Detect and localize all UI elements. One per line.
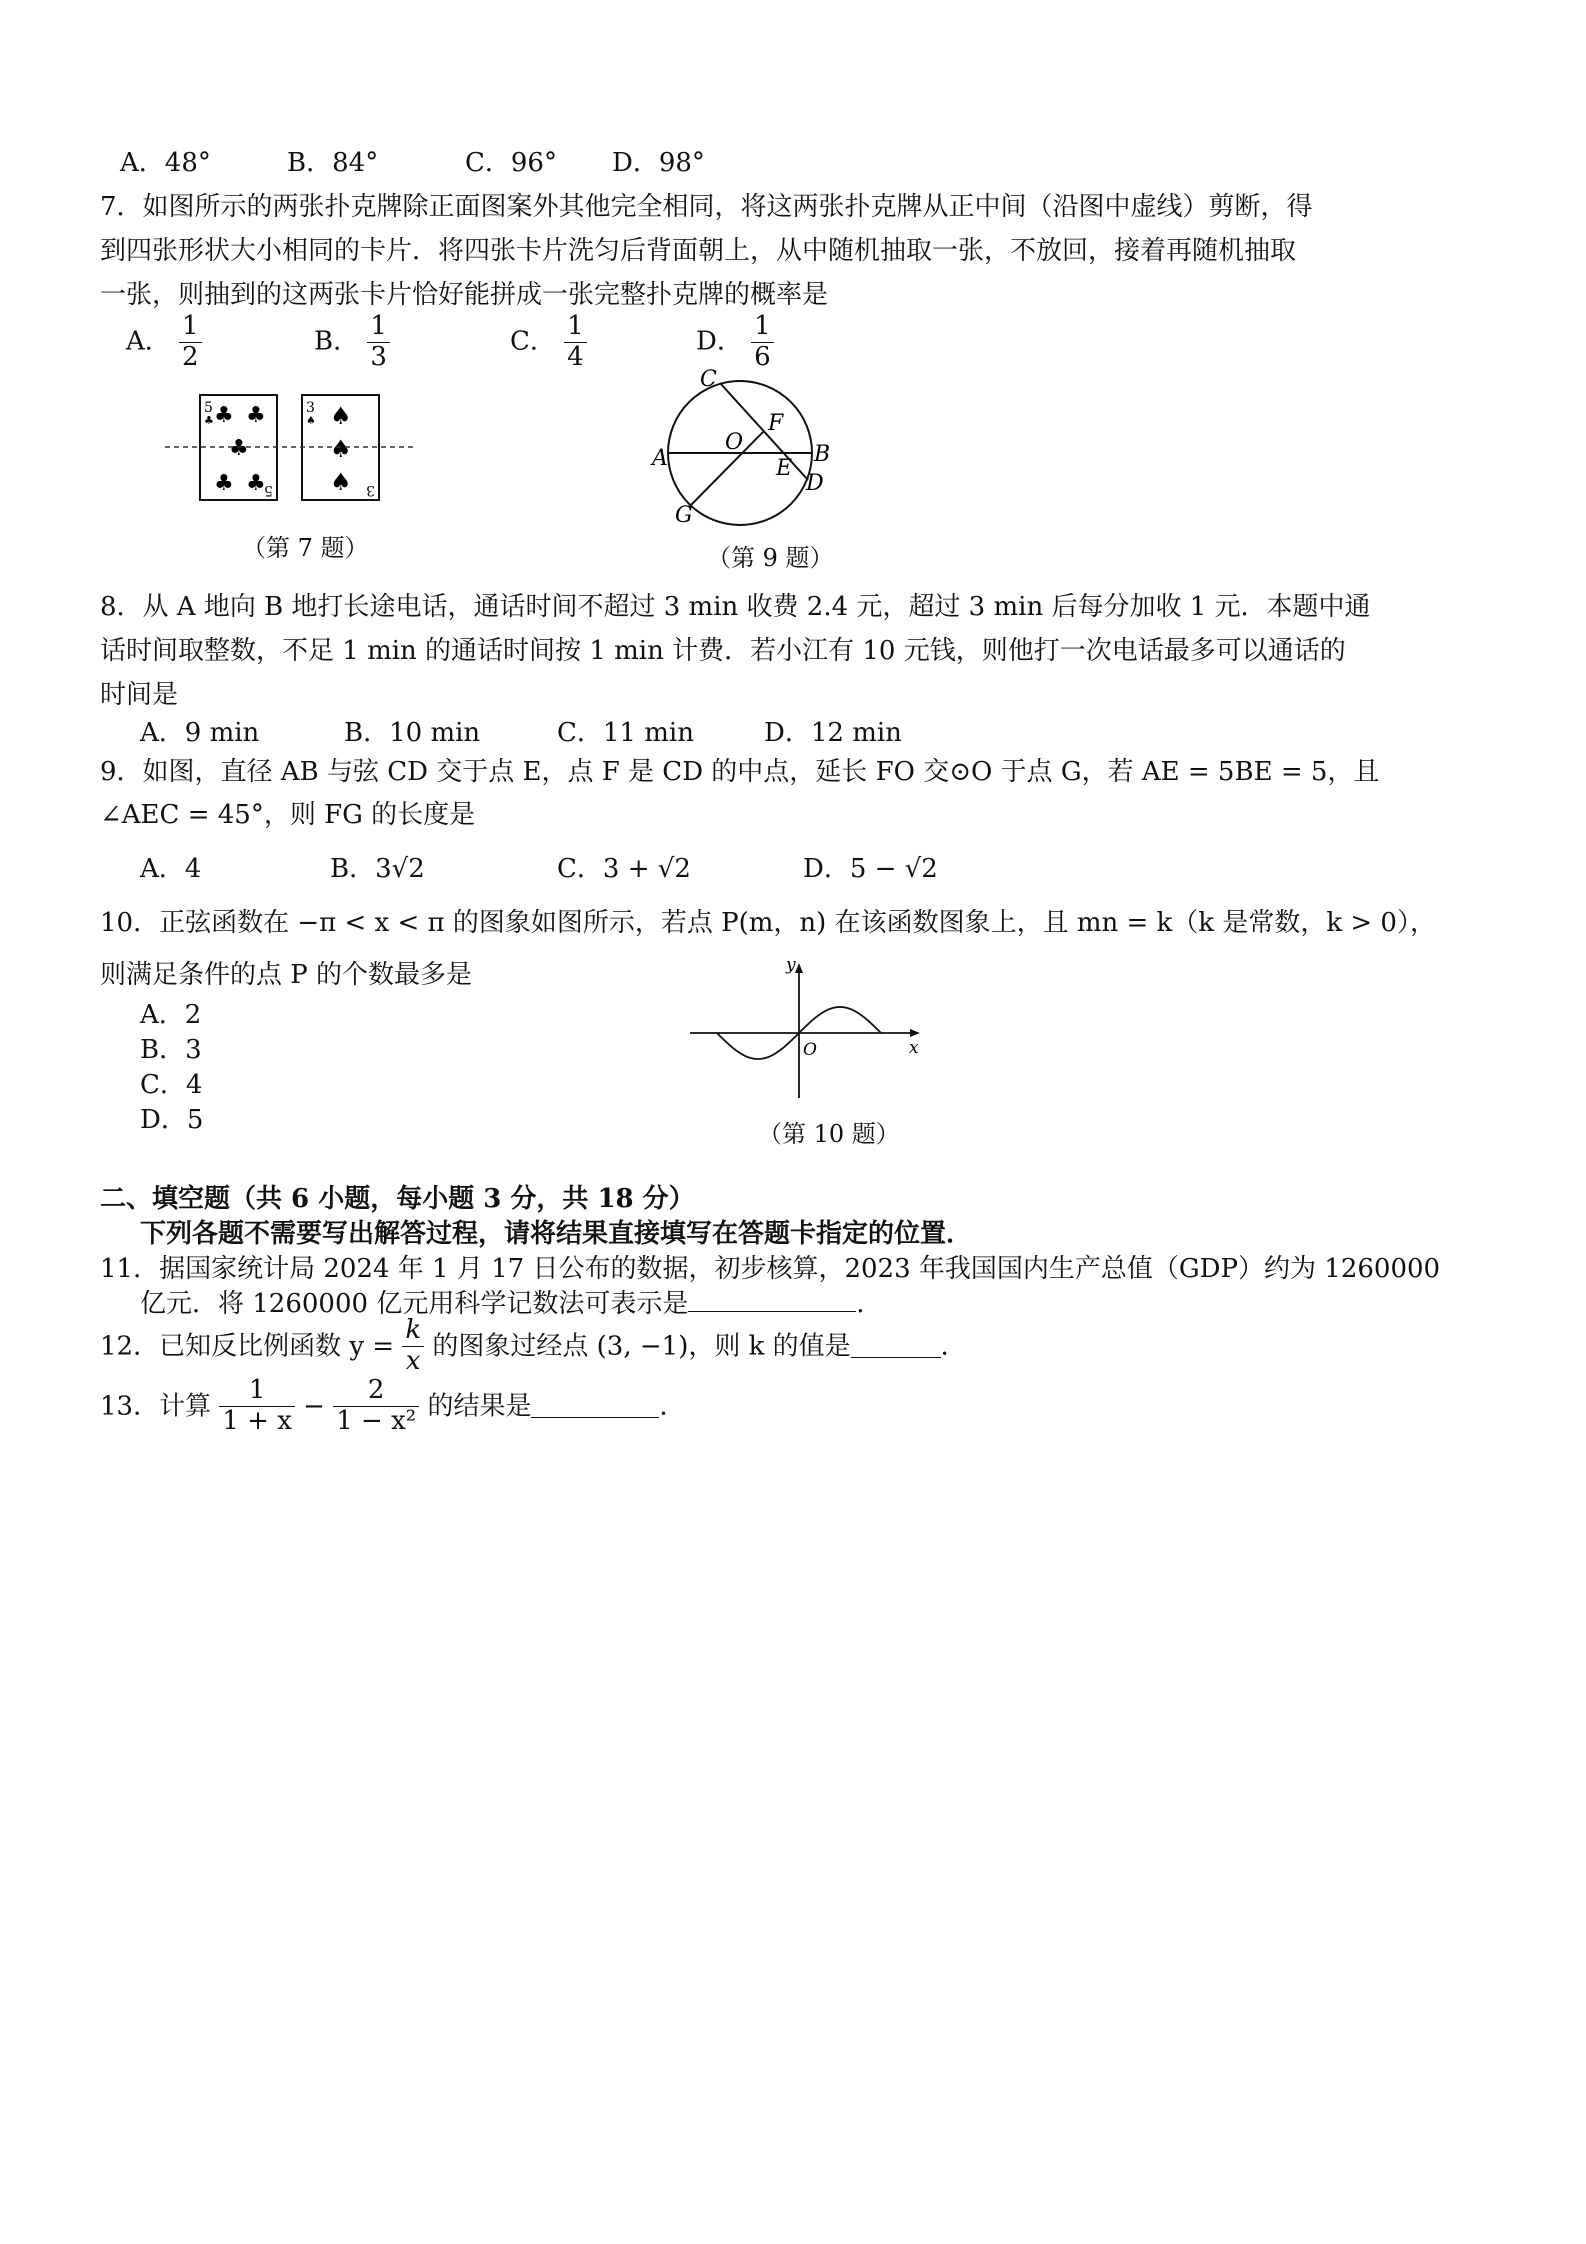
q8-option-a: A．9 min <box>140 718 260 748</box>
q7-line-1: 7．如图所示的两张扑克牌除正面图案外其他完全相同，将这两张扑克牌从正中间（沿图中虚线）剪断，得 <box>100 192 1313 222</box>
q9-circle-figure <box>640 360 860 535</box>
q7-option-a <box>126 312 202 373</box>
point-label-a: A <box>652 446 668 471</box>
clubs-pip: ♣ <box>246 471 266 496</box>
q7-option-a-fraction <box>179 312 202 373</box>
spades-pip: ♠ <box>330 402 352 430</box>
q12-prefix: 12．已知反比例函数 y = <box>100 1331 395 1362</box>
q7-caption: （第 7 题） <box>242 534 369 562</box>
point-label-c: C <box>700 367 717 392</box>
q9-option-a: A．4 <box>140 854 202 884</box>
clubs-pip: ♣ <box>246 403 266 428</box>
x-axis-label: x <box>909 1038 919 1058</box>
fraction-denominator: 4 <box>567 341 584 372</box>
fraction-numerator: 1 <box>179 312 202 343</box>
fraction-numerator: 1 <box>219 1376 295 1407</box>
fraction-numerator: 1 <box>564 312 587 343</box>
clubs-pip: ♣ <box>214 471 234 496</box>
fraction-numerator: 1 <box>751 312 774 343</box>
section-2-instruction: 下列各题不需要写出解答过程，请将结果直接填写在答题卡指定的位置． <box>140 1219 973 1249</box>
q13-end: ． <box>659 1391 686 1422</box>
y-axis-label: y <box>786 955 796 975</box>
q8-line-3: 时间是 <box>100 680 179 710</box>
q11-line-2-text: 亿元．将 1260000 亿元用科学记数法可表示是 <box>140 1289 689 1319</box>
q13-fraction-2 <box>333 1376 419 1437</box>
card-suit-small: ♣ <box>204 414 214 427</box>
y-axis-arrow-icon <box>795 963 803 973</box>
q8-option-c: C．11 min <box>557 718 694 748</box>
q8-option-b: B．10 min <box>344 718 481 748</box>
q11-line-1: 11．据国家统计局 2024 年 1 月 17 日公布的数据，初步核算，2023 年我国国内生产总值（GDP）约为 1260000 <box>100 1254 1441 1284</box>
q12-fraction <box>402 1316 424 1377</box>
point-label-o: O <box>725 430 744 455</box>
q10-caption: （第 10 题） <box>758 1120 900 1148</box>
point-label-b: B <box>814 442 831 467</box>
x-axis-arrow-icon <box>910 1029 920 1037</box>
q12-suffix: 的图象过经点 (3, −1)，则 k 的值是 <box>432 1331 851 1362</box>
q9-line-2: ∠AEC = 45°，则 FG 的长度是 <box>100 800 476 830</box>
point-label-e: E <box>776 456 793 481</box>
q7-option-b-label: B． <box>314 326 360 357</box>
q13-fraction-1 <box>219 1376 295 1437</box>
q6-option-a: A．48° <box>120 148 211 178</box>
fraction-numerator: 1 <box>367 312 390 343</box>
q6-option-b: B．84° <box>287 148 379 178</box>
card-rank: 5 <box>204 400 213 416</box>
fraction-numerator: 2 <box>333 1376 419 1407</box>
card-rank: 3 <box>306 400 315 416</box>
q9-option-b: B．3√2 <box>330 854 425 884</box>
q9-option-d: D．5 − √2 <box>803 854 938 884</box>
q7-option-a-label: A． <box>126 326 171 357</box>
q13-suffix: 的结果是 <box>427 1391 532 1422</box>
point-label-g: G <box>675 503 693 528</box>
q10-line-2: 则满足条件的点 P 的个数最多是 <box>100 960 473 990</box>
q11-line-2 <box>140 1283 882 1320</box>
q7-option-c-label: C． <box>510 326 556 357</box>
q11-answer-blank[interactable] <box>688 1289 856 1312</box>
fraction-denominator: 2 <box>182 341 199 372</box>
point-label-d: D <box>806 471 824 496</box>
q8-line-2: 话时间取整数，不足 1 min 的通话时间按 1 min 计费．若小江有 10 元钱，则他打一次电话最多可以通话的 <box>100 636 1346 666</box>
q10-line-1: 10．正弦函数在 −π < x < π 的图象如图所示，若点 P(m，n) 在该函数图象上，且 mn = k（k 是常数，k > 0）， <box>100 908 1436 938</box>
spades-pip: ♠ <box>330 435 352 463</box>
q7-option-c <box>510 312 587 373</box>
q13 <box>100 1376 685 1437</box>
point-label-f: F <box>768 411 784 436</box>
card-suit-small: ♠ <box>306 414 316 427</box>
q6-option-c: C．96° <box>465 148 557 178</box>
q13-prefix: 13．计算 <box>100 1391 212 1422</box>
q7-option-d-label: D． <box>696 326 743 357</box>
q10-option-c: C．4 <box>140 1070 203 1100</box>
q9-caption: （第 9 题） <box>707 544 834 572</box>
q11-end: ． <box>856 1289 883 1319</box>
q12-end: ． <box>940 1331 967 1362</box>
q12 <box>100 1316 967 1377</box>
q9-line-1: 9．如图，直径 AB 与弦 CD 交于点 E，点 F 是 CD 的中点，延长 FO 交⊙O 于点 G，若 AE = 5BE = 5，且 <box>100 757 1380 787</box>
q10-option-d: D．5 <box>140 1105 204 1135</box>
q10-option-b: B．3 <box>140 1035 202 1065</box>
q7-option-c-fraction <box>564 312 587 373</box>
q9-option-c: C．3 + √2 <box>557 854 691 884</box>
section-2-title: 二、填空题（共 6 小题，每小题 3 分，共 18 分） <box>100 1184 695 1214</box>
q13-minus: − <box>303 1391 325 1422</box>
fraction-denominator: 3 <box>370 341 387 372</box>
card-rank-rotated: 5 <box>264 482 273 498</box>
fraction-denominator: 1 + x <box>222 1405 292 1436</box>
q12-answer-blank[interactable] <box>851 1335 941 1358</box>
q7-cards-figure <box>160 390 420 510</box>
fraction-denominator: 6 <box>754 341 771 372</box>
q7-option-b <box>314 312 390 373</box>
q7-line-3: 一张，则抽到的这两张卡片恰好能拼成一张完整扑克牌的概率是 <box>100 280 829 310</box>
fraction-denominator: 1 − x² <box>336 1405 417 1436</box>
spades-pip: ♠ <box>330 468 352 496</box>
origin-label: O <box>803 1040 817 1060</box>
q7-line-2: 到四张形状大小相同的卡片．将四张卡片洗匀后背面朝上，从中随机抽取一张，不放回，接着再随机抽取 <box>100 236 1297 266</box>
q10-sine-figure <box>680 950 930 1110</box>
fraction-numerator: k <box>402 1316 424 1347</box>
clubs-pip: ♣ <box>214 403 234 428</box>
q6-option-d: D．98° <box>612 148 705 178</box>
fraction-denominator: x <box>405 1345 421 1376</box>
q7-option-b-fraction <box>367 312 390 373</box>
q8-line-1: 8．从 A 地向 B 地打长途电话，通话时间不超过 3 min 收费 2.4 元，超过 3 min 后每分加收 1 元．本题中通 <box>100 592 1371 622</box>
clubs-pip: ♣ <box>229 436 249 461</box>
q10-option-a: A．2 <box>140 1000 202 1030</box>
q8-option-d: D．12 min <box>764 718 902 748</box>
card-rank-rotated: 3 <box>366 482 375 498</box>
q13-answer-blank[interactable] <box>531 1395 659 1418</box>
